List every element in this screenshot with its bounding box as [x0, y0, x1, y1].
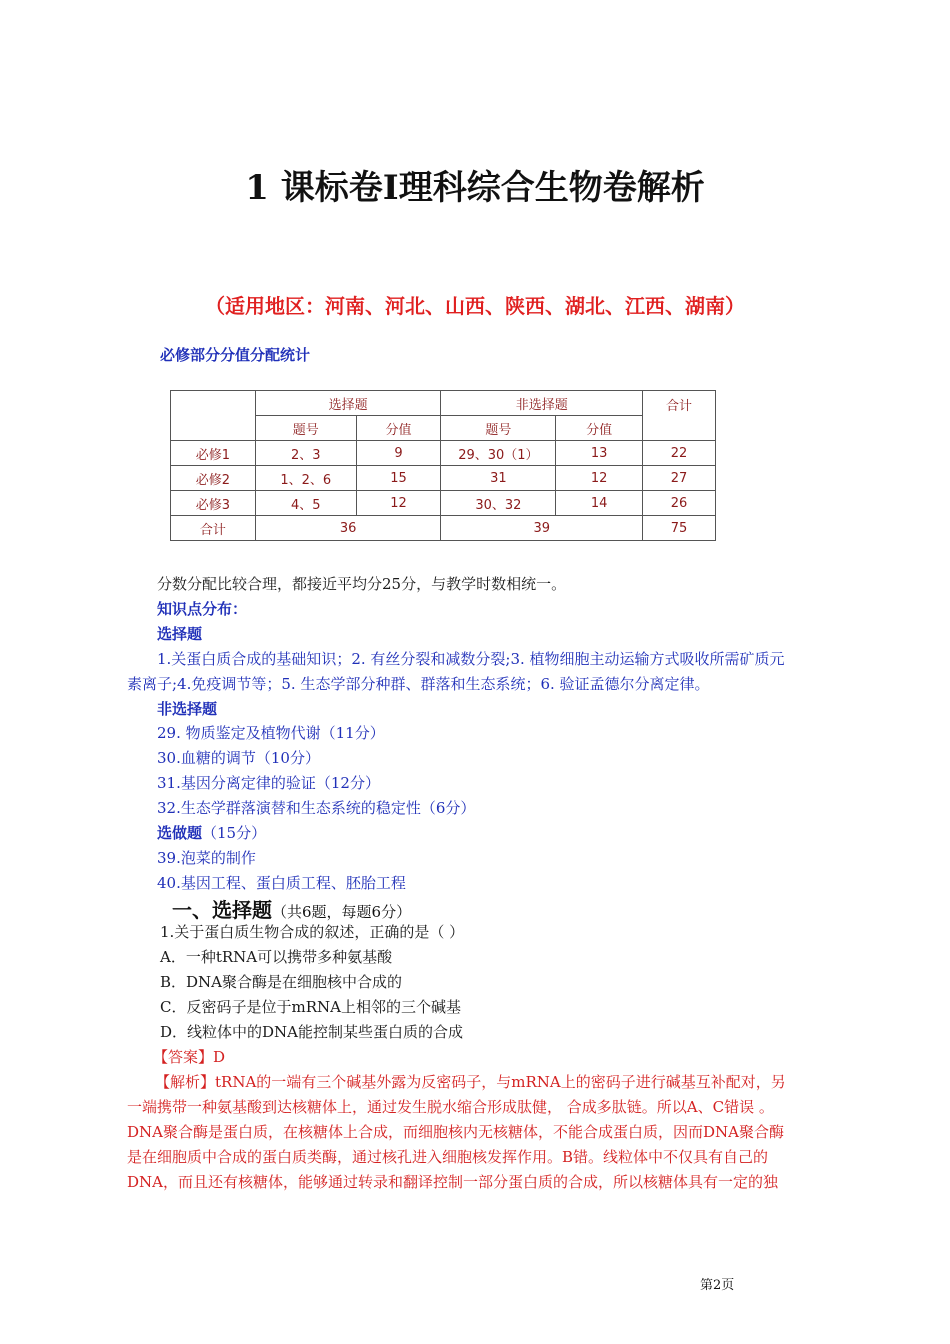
summary-text: 分数分配比较合理，都接近平均分25分，与教学时数相统一。: [157, 575, 567, 593]
nonchoice-item: 29. 物质鉴定及植物代谢（11分）: [157, 724, 385, 742]
cell: 1、2、6: [255, 466, 356, 491]
analysis-line: 是在细胞质中合成的蛋白质类酶，通过核孔进入细胞核发挥作用。B错。线粒体中不仅具有自己的: [127, 1148, 769, 1166]
subheader-nonchoice-number: 题号: [441, 416, 556, 441]
analysis-line: DNA聚合酶是蛋白质，在核糖体上合成，而细胞核内无核糖体，不能合成蛋白质，因而DNA聚合酶: [127, 1123, 784, 1141]
knowledge-heading: 知识点分布：: [157, 600, 248, 618]
applicable-regions: （适用地区：河南、河北、山西、陕西、湖北、江西、湖南）: [205, 294, 745, 318]
cell: 26: [643, 491, 716, 516]
choice-topics-line1: 1.关蛋白质合成的基础知识；2. 有丝分裂和减数分裂;3. 植物细胞主动运输方式吸收所需矿质元: [157, 650, 785, 668]
option-b: B．DNA聚合酶是在细胞核中合成的: [160, 973, 403, 991]
cell: 14: [556, 491, 643, 516]
answer-line: 【答案】D: [153, 1048, 226, 1066]
cell: 12: [356, 491, 441, 516]
stats-heading: 必修部分分值分配统计: [160, 346, 311, 364]
cell: 9: [356, 441, 441, 466]
cell: 2、3: [255, 441, 356, 466]
nonchoice-heading: 非选择题: [157, 700, 218, 718]
subheader-nonchoice-score: 分值: [556, 416, 643, 441]
cell: 30、32: [441, 491, 556, 516]
optional-item: 40.基因工程、蛋白质工程、胚胎工程: [157, 874, 406, 892]
cell: 22: [643, 441, 716, 466]
optional-item: 39.泡菜的制作: [157, 849, 256, 867]
section-note: （共6题，每题6分）: [272, 903, 412, 921]
nonchoice-item: 30.血糖的调节（10分）: [157, 749, 320, 767]
option-c: C．反密码子是位于mRNA上相邻的三个碱基: [160, 998, 461, 1016]
table-total-row: [171, 516, 716, 541]
table-corner-cell: [171, 391, 256, 441]
analysis-line: 【解析】tRNA的一端有三个碱基外露为反密码子，与mRNA上的密码子进行碱基互补配对，另: [155, 1073, 786, 1091]
cell-choice-total: 36: [255, 516, 441, 541]
choice-topics-line2: 素离子;4.免疫调节等；5. 生态学部分种群、群落和生态系统；6. 验证孟德尔分离定律。: [127, 675, 710, 693]
cell: 13: [556, 441, 643, 466]
cell: 29、30（1）: [441, 441, 556, 466]
optional-score: （15分）: [202, 824, 267, 842]
section-title: 一、选择题: [172, 898, 272, 922]
score-distribution-table: [170, 390, 716, 541]
row-label: 必修2: [171, 466, 256, 491]
page-title: 1 课标卷Ⅰ理科综合生物卷解析: [245, 168, 705, 208]
analysis-line: 一端携带一种氨基酸到达核糖体上，通过发生脱水缩合形成肽健， 合成多肽链。所以A、C错误 。: [127, 1098, 774, 1116]
table-row: [171, 466, 716, 491]
header-nonchoice: 非选择题: [441, 391, 643, 416]
header-choice: 选择题: [255, 391, 441, 416]
analysis-line: DNA，而且还有核糖体，能够通过转录和翻译控制一部分蛋白质的合成，所以核糖体具有一定的独: [127, 1173, 778, 1191]
table-header-row: [171, 391, 716, 416]
cell: 4、5: [255, 491, 356, 516]
cell-nonchoice-total: 39: [441, 516, 643, 541]
choice-heading: 选择题: [157, 625, 203, 643]
nonchoice-item: 32.生态学群落演替和生态系统的稳定性（6分）: [157, 799, 476, 817]
subheader-choice-score: 分值: [356, 416, 441, 441]
row-label: 必修3: [171, 491, 256, 516]
cell: 31: [441, 466, 556, 491]
table-row: [171, 441, 716, 466]
header-total: 合计: [643, 391, 716, 441]
option-d: D．线粒体中的DNA能控制某些蛋白质的合成: [160, 1023, 464, 1041]
page-number: 第2页: [700, 1278, 735, 1293]
row-label: 合计: [171, 516, 256, 541]
option-a: A．一种tRNA可以携带多种氨基酸: [160, 948, 393, 966]
section-header: [172, 894, 411, 923]
optional-heading: 选做题: [157, 824, 203, 842]
optional-heading-line: [157, 822, 266, 843]
subheader-choice-number: 题号: [255, 416, 356, 441]
table-row: [171, 491, 716, 516]
cell-grand-total: 75: [643, 516, 716, 541]
question-stem: 1.关于蛋白质生物合成的叙述，正确的是（ ）: [160, 923, 465, 941]
cell: 12: [556, 466, 643, 491]
row-label: 必修1: [171, 441, 256, 466]
cell: 27: [643, 466, 716, 491]
cell: 15: [356, 466, 441, 491]
nonchoice-item: 31.基因分离定律的验证（12分）: [157, 774, 380, 792]
